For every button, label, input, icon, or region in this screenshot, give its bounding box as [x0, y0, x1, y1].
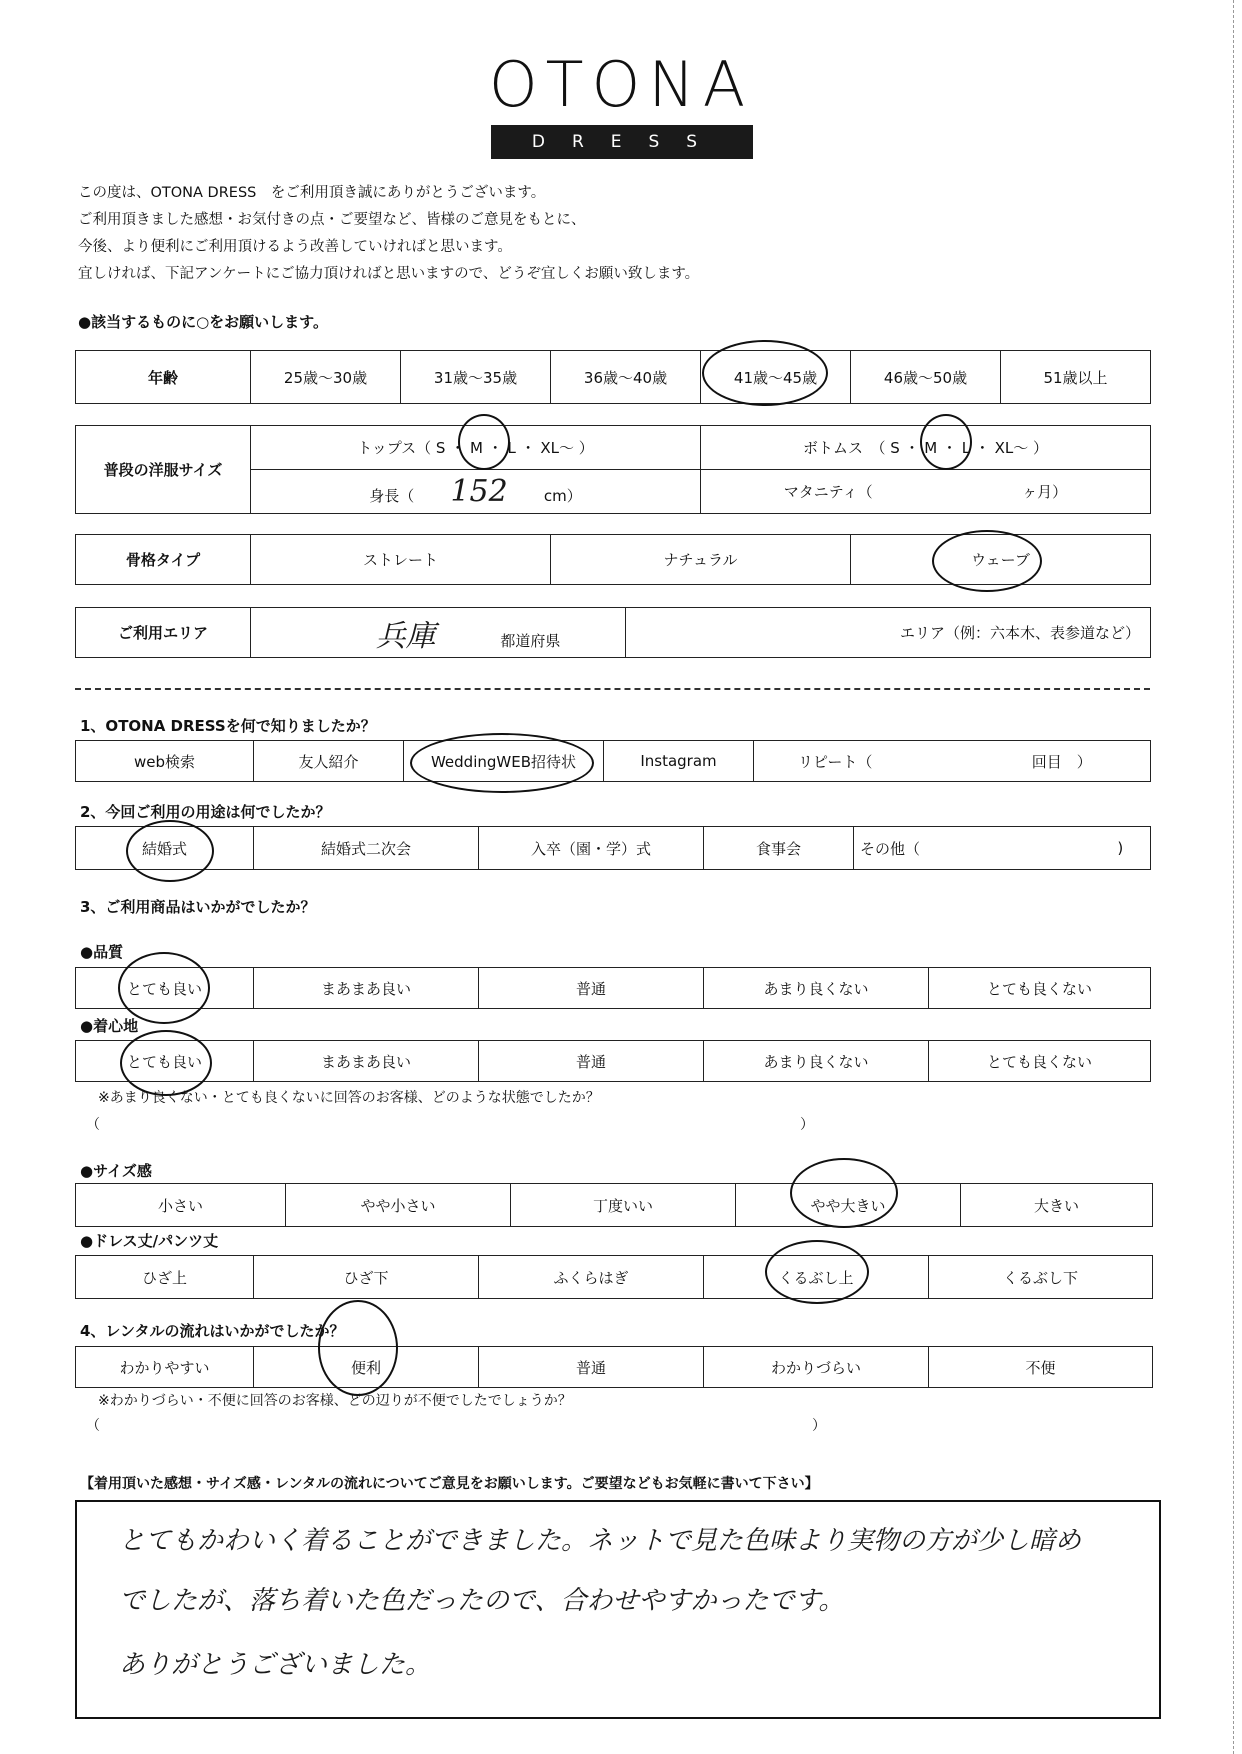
frame-label: 骨格タイプ — [76, 535, 251, 585]
q4-note-paren-close: ） — [812, 1418, 826, 1434]
quality-option[interactable]: まあまあ良い — [254, 968, 479, 1009]
fit-option[interactable]: やや小さい — [286, 1184, 511, 1227]
length-table — [75, 1255, 1153, 1299]
frame-selection-circle — [932, 530, 1042, 592]
q4-option[interactable]: わかりづらい — [704, 1347, 929, 1388]
length-option[interactable]: くるぶし下 — [929, 1256, 1153, 1299]
intro-text — [78, 180, 699, 288]
logo-subtitle: DRESS — [491, 125, 753, 159]
instruction-heading: ●該当するものに○をお願いします。 — [78, 313, 328, 331]
intro-line: 今後、より便利にご利用頂けるよう改善していければと思います。 — [78, 239, 512, 255]
q2-selection-circle — [126, 820, 214, 882]
prefecture-suffix: 都道府県 — [500, 631, 561, 650]
length-option-selected[interactable]: くるぶし上 — [704, 1256, 929, 1299]
q2-other-close: ) — [1091, 827, 1151, 870]
length-selection-circle — [765, 1240, 869, 1304]
q1-option[interactable]: 友人紹介 — [254, 741, 404, 782]
area-field[interactable]: エリア（例：六本木、表参道など） — [626, 608, 1151, 658]
q1-option[interactable]: web検索 — [76, 741, 254, 782]
comment-line: ありがとうございました。 — [119, 1650, 432, 1680]
q1-table — [75, 740, 1151, 782]
fit-label: ●サイズ感 — [80, 1162, 152, 1180]
q3-note-paren-open: （ — [86, 1117, 100, 1133]
height-field[interactable] — [251, 470, 701, 514]
height-prefix: 身長（ — [369, 487, 415, 505]
age-option[interactable]: 25歳～30歳 — [251, 351, 401, 404]
comment-line: でしたが、落ち着いた色だったので、合わせやすかったです。 — [119, 1586, 845, 1616]
comfort-option-selected[interactable]: とても良い — [76, 1041, 254, 1082]
quality-selection-circle — [118, 952, 210, 1024]
length-option[interactable]: ひざ下 — [254, 1256, 479, 1299]
comfort-option[interactable]: とても良くない — [929, 1041, 1151, 1082]
q2-option-selected[interactable]: 結婚式 — [76, 827, 254, 870]
height-handwritten: 152 — [450, 474, 508, 509]
fit-option[interactable]: 小さい — [76, 1184, 286, 1227]
frame-option-selected[interactable]: ウェーブ — [851, 535, 1151, 585]
q4-option[interactable]: わかりやすい — [76, 1347, 254, 1388]
comment-line: とてもかわいく着ることができました。ネットで見た色味より実物の方が少し暗め — [119, 1526, 1082, 1556]
prefecture-field[interactable] — [251, 608, 626, 658]
q1-option-selected[interactable]: WeddingWEB招待状 — [404, 741, 604, 782]
comfort-option[interactable]: 普通 — [479, 1041, 704, 1082]
q2-option[interactable]: 入卒（園・学）式 — [479, 827, 704, 870]
quality-option-selected[interactable]: とても良い — [76, 968, 254, 1009]
quality-label: ●品質 — [80, 943, 124, 961]
age-option[interactable]: 31歳～35歳 — [401, 351, 551, 404]
quality-table — [75, 967, 1151, 1009]
intro-line: ご利用頂きました感想・お気付きの点・ご要望など、皆様のご意見をもとに、 — [78, 212, 586, 228]
q4-option[interactable]: 普通 — [479, 1347, 704, 1388]
intro-line: 宜しければ、下記アンケートにご協力頂ければと思いますので、どうぞ宜しくお願い致します。 — [78, 266, 700, 282]
q2-option[interactable]: 結婚式二次会 — [254, 827, 479, 870]
length-option[interactable]: ふくらはぎ — [479, 1256, 704, 1299]
comfort-label: ●着心地 — [80, 1017, 139, 1035]
age-option[interactable]: 51歳以上 — [1001, 351, 1151, 404]
age-option[interactable]: 46歳～50歳 — [851, 351, 1001, 404]
fit-table — [75, 1183, 1153, 1227]
maternity-prefix: マタニティ（ — [783, 483, 873, 501]
q4-option-selected[interactable]: 便利 — [254, 1347, 479, 1388]
q1-title: 1、OTONA DRESSを何で知りましたか？ — [80, 717, 376, 735]
age-label: 年齢 — [76, 351, 251, 404]
maternity-field[interactable] — [701, 470, 1151, 514]
q4-title: 4、レンタルの流れはいかがでしたか？ — [80, 1322, 345, 1340]
q4-selection-circle — [318, 1300, 398, 1396]
q2-title: 2、今回ご利用の用途は何でしたか？ — [80, 803, 331, 821]
q4-table — [75, 1346, 1153, 1388]
area-table — [75, 607, 1151, 658]
fit-option[interactable]: 丁度いい — [511, 1184, 736, 1227]
q3-note-paren-close: ） — [800, 1117, 814, 1133]
q2-option[interactable]: 食事会 — [704, 827, 854, 870]
length-option[interactable]: ひざ上 — [76, 1256, 254, 1299]
divider — [75, 688, 1150, 690]
q1-repeat-count[interactable]: 回目 ） — [974, 741, 1151, 782]
page-edge-line — [1232, 0, 1234, 1754]
quality-option[interactable]: 普通 — [479, 968, 704, 1009]
q2-table — [75, 826, 1151, 870]
age-option[interactable]: 36歳～40歳 — [551, 351, 701, 404]
bottoms-size[interactable]: ボトムス （ S ・ M ・ L ・ XL～ ） — [701, 426, 1151, 470]
fit-option[interactable]: 大きい — [961, 1184, 1153, 1227]
area-label: ご利用エリア — [76, 608, 251, 658]
frame-option[interactable]: ストレート — [251, 535, 551, 585]
age-table — [75, 350, 1151, 404]
size-label: 普段の洋服サイズ — [76, 426, 251, 514]
age-selection-circle — [702, 340, 828, 406]
q2-option-other[interactable]: その他（ — [854, 827, 1091, 870]
height-suffix: cm） — [543, 487, 582, 505]
comfort-table — [75, 1040, 1151, 1082]
length-label: ●ドレス丈/パンツ丈 — [80, 1232, 219, 1250]
q4-note: ※わかりづらい・不便に回答のお客様、どの辺りが不便でしたでしょうか？ — [98, 1393, 572, 1409]
bottoms-selection-circle — [920, 414, 972, 470]
tops-selection-circle — [458, 414, 510, 470]
fit-selection-circle — [790, 1158, 898, 1228]
comfort-option[interactable]: まあまあ良い — [254, 1041, 479, 1082]
q3-note: ※あまり良くない・とても良くないに回答のお客様、どのような状態でしたか？ — [98, 1090, 600, 1106]
q1-option-repeat[interactable]: リピート（ — [754, 741, 974, 782]
age-option-selected[interactable]: 41歳～45歳 — [701, 351, 851, 404]
tops-size[interactable]: トップス（ S ・ M ・ L ・ XL～ ） — [251, 426, 701, 470]
prefecture-handwritten: 兵庫 — [375, 618, 436, 654]
q1-selection-circle — [410, 733, 594, 793]
logo-title: OTONA — [488, 48, 754, 121]
comment-box[interactable] — [75, 1500, 1161, 1719]
q4-note-paren-open: （ — [86, 1418, 100, 1434]
intro-line: この度は、OTONA DRESS をご利用頂き誠にありがとうございます。 — [78, 185, 546, 201]
comfort-option[interactable]: あまり良くない — [704, 1041, 929, 1082]
q4-option[interactable]: 不便 — [929, 1347, 1153, 1388]
comment-title: 【着用頂いた感想・サイズ感・レンタルの流れについてご意見をお願いします。ご要望などもお気軽に書いて下さい】 — [80, 1476, 819, 1492]
size-table — [75, 425, 1151, 514]
fit-option-selected[interactable]: やや大きい — [736, 1184, 961, 1227]
q3-title: 3、ご利用商品はいかがでしたか？ — [80, 898, 316, 916]
frame-option[interactable]: ナチュラル — [551, 535, 851, 585]
quality-option[interactable]: あまり良くない — [704, 968, 929, 1009]
maternity-suffix: ヶ月） — [1022, 483, 1068, 501]
quality-option[interactable]: とても良くない — [929, 968, 1151, 1009]
q1-option[interactable]: Instagram — [604, 741, 754, 782]
